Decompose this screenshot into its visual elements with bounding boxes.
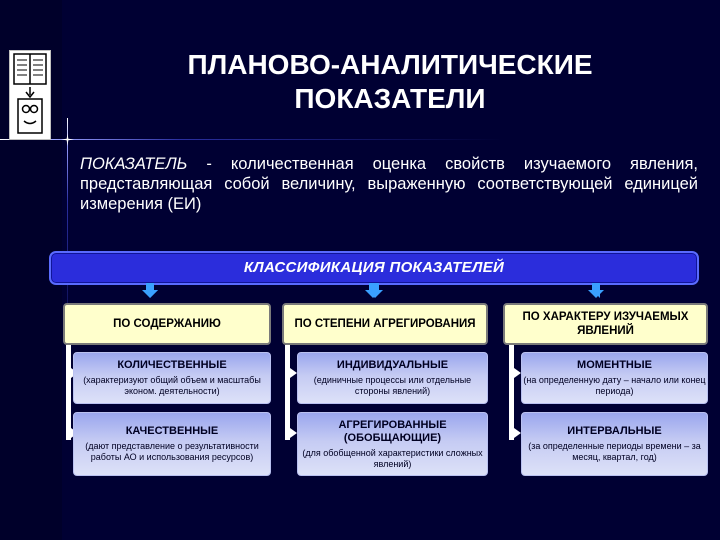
connector-line: [285, 345, 290, 440]
category-header-label: ПО ХАРАКТЕРУ ИЗУЧАЕМЫХ ЯВЛЕНИЙ: [522, 311, 689, 337]
indicator-title: ИНТЕРВАЛЬНЫЕ: [567, 425, 662, 437]
page-title: [80, 48, 700, 116]
category-header-label: ПО СОДЕРЖАНИЮ: [113, 318, 221, 330]
definition-term: ПОКАЗАТЕЛЬ: [80, 155, 188, 173]
indicator-description: (на определенную дату – начало или конец периода): [523, 375, 706, 396]
sparkle-icon: [61, 133, 74, 146]
classification-banner: [49, 251, 699, 285]
indicator-title: КАЧЕСТВЕННЫЕ: [125, 425, 219, 437]
connector-line: [509, 345, 514, 440]
indicator-title: МОМЕНТНЫЕ: [577, 359, 652, 371]
right-arrow-icon: [514, 368, 521, 378]
indicator-title: ИНДИВИДУАЛЬНЫЕ: [336, 359, 449, 371]
down-arrow-icon: [584, 283, 608, 299]
indicator-card-quantitative: [73, 352, 271, 404]
page-title-line-1: ПЛАНОВО-АНАЛИТИЧЕСКИЕ: [187, 49, 593, 80]
category-header-aggregation: [282, 303, 488, 345]
indicator-description: (за определенные периоды времени – за месяц, квартал, год): [528, 441, 701, 462]
definition-body: - количественная оценка свойств изучаемого явления, представляющая собой величину, выраженную соответствующей единицей измерения (ЕИ): [80, 155, 698, 213]
indicator-description: (характеризуют общий объем и масштабы эконом. деятельности): [83, 375, 261, 396]
indicator-card-interval: [521, 412, 708, 476]
right-arrow-icon: [290, 428, 297, 438]
indicator-card-individual: [297, 352, 488, 404]
right-arrow-icon: [290, 368, 297, 378]
connector-line: [66, 345, 71, 440]
book-and-figure-logo-icon: [9, 50, 51, 140]
indicator-description: (дают представление о результативности работы АО и использования ресурсов): [85, 441, 259, 462]
down-arrow-icon: [138, 283, 162, 299]
page-title-line-2: ПОКАЗАТЕЛИ: [294, 83, 486, 114]
indicator-description: (для обобщенной характеристики сложных явлений): [302, 447, 483, 469]
decorative-horizontal-line: [0, 139, 720, 140]
category-header-label: ПО СТЕПЕНИ АГРЕГИРОВАНИЯ: [294, 318, 476, 330]
down-arrow-icon: [361, 283, 385, 299]
category-header-nature: [503, 303, 708, 345]
classification-banner-label: КЛАССИФИКАЦИЯ ПОКАЗАТЕЛЕЙ: [243, 259, 505, 276]
indicator-title: КОЛИЧЕСТВЕННЫЕ: [117, 359, 227, 371]
indicator-description: (единичные процессы или отдельные стороны явлений): [313, 375, 472, 396]
definition-text: [80, 154, 698, 214]
category-header-content: [63, 303, 271, 345]
right-arrow-icon: [514, 428, 521, 438]
indicator-card-qualitative: [73, 412, 271, 476]
indicator-card-moment: [521, 352, 708, 404]
indicator-card-aggregated: [297, 412, 488, 476]
indicator-title: АГРЕГИРОВАННЫЕ (ОБОБЩАЮЩИЕ): [338, 418, 447, 444]
